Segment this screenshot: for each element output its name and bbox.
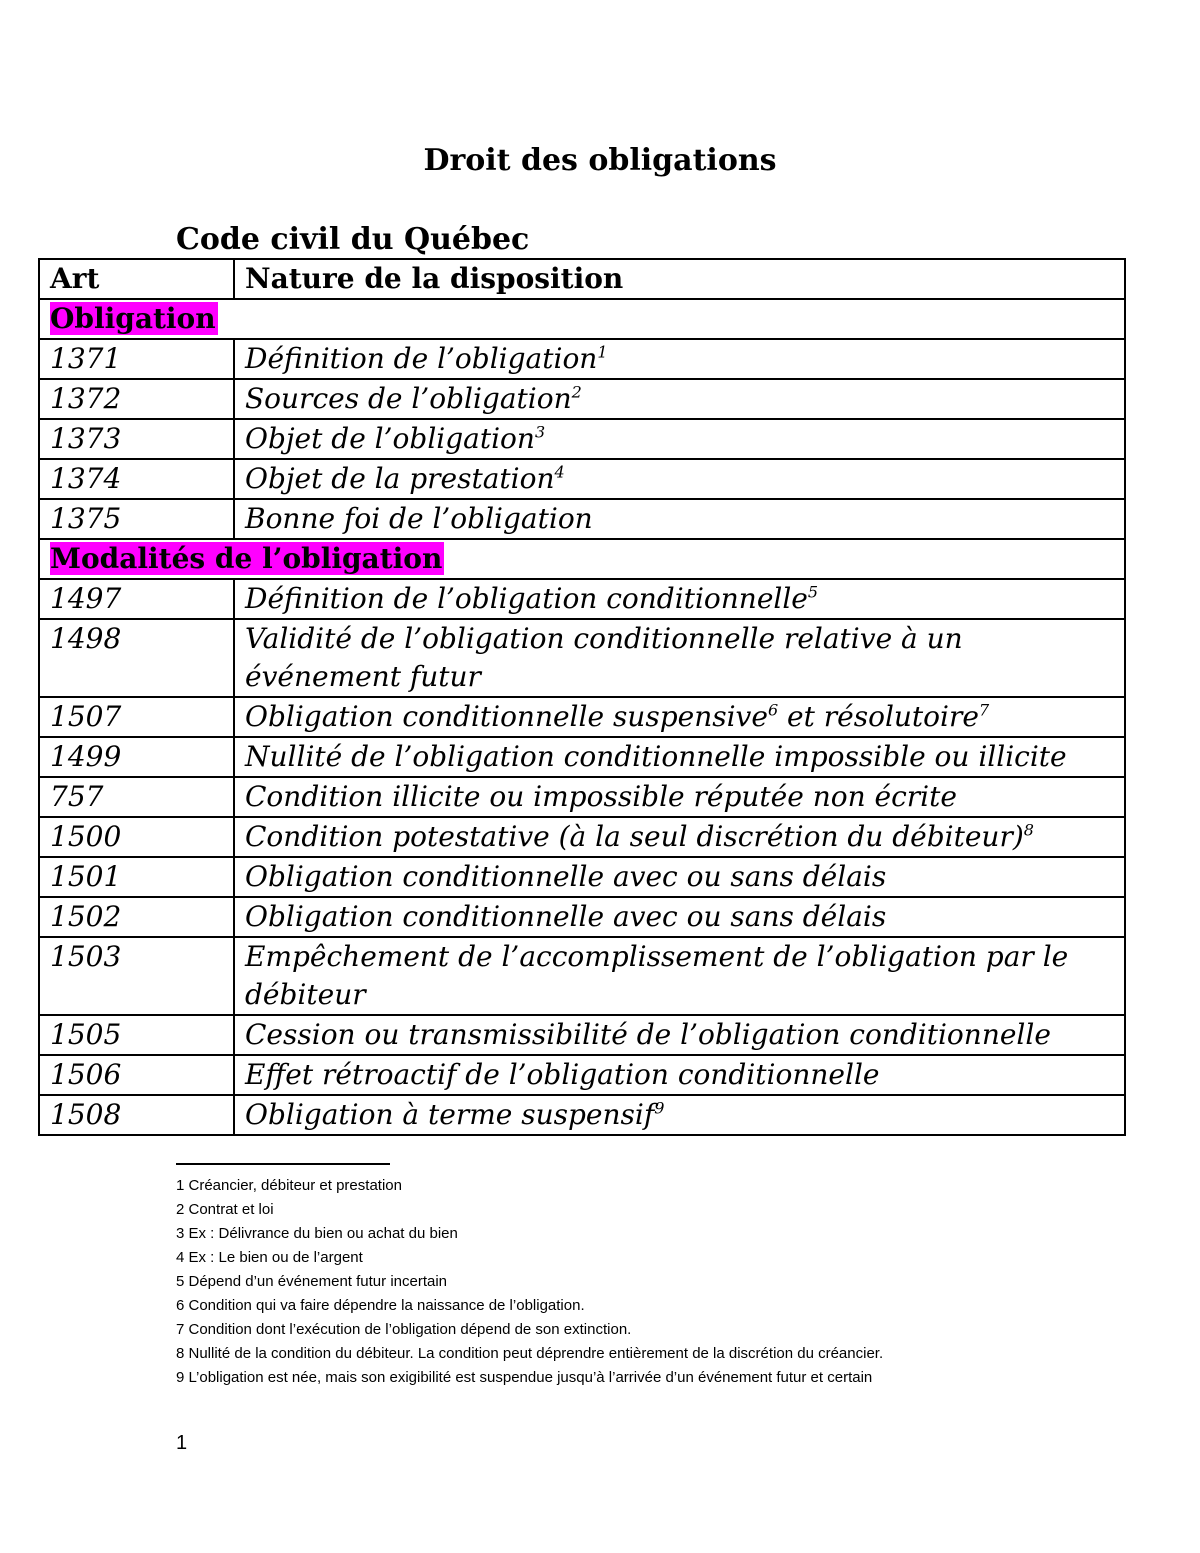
article-description bbox=[234, 419, 1125, 459]
article-description bbox=[234, 737, 1125, 777]
description-text: Condition potestative (à la seul discrétion du débiteur) bbox=[245, 820, 1024, 853]
footnotes bbox=[176, 1174, 1036, 1390]
article-number: 1497 bbox=[39, 579, 234, 619]
article-description bbox=[234, 697, 1125, 737]
footnote-item: 9 L’obligation est née, mais son exigibilité est suspendue jusqu’à l’arrivée d’un événement futur et certain bbox=[176, 1369, 873, 1386]
footnote-ref[interactable]: 4 bbox=[554, 462, 565, 482]
description-text: Empêchement de l’accomplissement de l’obligation par le débiteur bbox=[245, 940, 1069, 1011]
footnote-ref[interactable]: 2 bbox=[571, 382, 582, 402]
description-text: Définition de l’obligation bbox=[245, 342, 598, 375]
article-description bbox=[234, 777, 1125, 817]
article-number: 1500 bbox=[39, 817, 234, 857]
document-subtitle: Code civil du Québec bbox=[176, 222, 530, 257]
description-text: Obligation conditionnelle avec ou sans délais bbox=[245, 900, 887, 933]
table-row bbox=[39, 897, 1125, 937]
section-label: Obligation bbox=[50, 302, 216, 335]
article-description bbox=[234, 379, 1125, 419]
footnote-item: 2 Contrat et loi bbox=[176, 1201, 274, 1218]
table-body bbox=[39, 299, 1125, 1135]
footnote-ref[interactable]: 6 bbox=[767, 700, 779, 720]
article-description bbox=[234, 897, 1125, 937]
section-label: Modalités de l’obligation bbox=[50, 542, 443, 575]
article-number: 1503 bbox=[39, 937, 234, 1015]
article-number: 1373 bbox=[39, 419, 234, 459]
table-row bbox=[39, 857, 1125, 897]
table-row bbox=[39, 339, 1125, 379]
description-text: Validité de l’obligation conditionnelle relative à un événement futur bbox=[245, 622, 963, 693]
footnote-item: 5 Dépend d’un événement futur incertain bbox=[176, 1273, 448, 1290]
footnote-item: 1 Créancier, débiteur et prestation bbox=[176, 1177, 402, 1194]
table-header-row bbox=[39, 259, 1125, 299]
section-row bbox=[39, 539, 1125, 579]
table-row bbox=[39, 937, 1125, 1015]
article-description bbox=[234, 1095, 1125, 1135]
table-row bbox=[39, 697, 1125, 737]
article-description bbox=[234, 1015, 1125, 1055]
section-cell bbox=[39, 299, 1125, 339]
description-text: Définition de l’obligation conditionnelle bbox=[245, 582, 808, 615]
description-text: Effet rétroactif de l’obligation conditionnelle bbox=[245, 1058, 880, 1091]
article-number: 1508 bbox=[39, 1095, 234, 1135]
table-row bbox=[39, 1015, 1125, 1055]
article-number: 1506 bbox=[39, 1055, 234, 1095]
description-text: Obligation conditionnelle avec ou sans délais bbox=[245, 860, 887, 893]
article-description bbox=[234, 459, 1125, 499]
description-text: Objet de l’obligation bbox=[245, 422, 535, 455]
article-description bbox=[234, 857, 1125, 897]
header-art: Art bbox=[39, 259, 234, 299]
footnote-item: 8 Nullité de la condition du débiteur. La condition peut déprendre entièrement de la discrétion du créancier. bbox=[176, 1345, 884, 1362]
footnote-ref[interactable]: 3 bbox=[534, 422, 546, 442]
article-description bbox=[234, 817, 1125, 857]
footnote-separator bbox=[176, 1163, 390, 1165]
table-row bbox=[39, 459, 1125, 499]
article-description bbox=[234, 937, 1125, 1015]
table-row bbox=[39, 619, 1125, 697]
article-number: 1499 bbox=[39, 737, 234, 777]
article-description bbox=[234, 499, 1125, 539]
table-row bbox=[39, 777, 1125, 817]
article-number: 1375 bbox=[39, 499, 234, 539]
article-description bbox=[234, 339, 1125, 379]
footnote-item: 6 Condition qui va faire dépendre la naissance de l’obligation. bbox=[176, 1297, 585, 1314]
articles-table bbox=[38, 258, 1126, 1136]
description-text: Sources de l’obligation bbox=[245, 382, 572, 415]
table-row bbox=[39, 737, 1125, 777]
footnote-item: 3 Ex : Délivrance du bien ou achat du bien bbox=[176, 1225, 458, 1242]
article-number: 1498 bbox=[39, 619, 234, 697]
document-title: Droit des obligations bbox=[423, 143, 777, 178]
article-description bbox=[234, 579, 1125, 619]
footnote-ref[interactable]: 1 bbox=[597, 342, 608, 362]
table-row bbox=[39, 1095, 1125, 1135]
table-row bbox=[39, 579, 1125, 619]
footnote-item: 7 Condition dont l’exécution de l’obligation dépend de son extinction. bbox=[176, 1321, 632, 1338]
description-text-continued: et résolutoire bbox=[778, 700, 979, 733]
table-row bbox=[39, 1055, 1125, 1095]
footnote-ref[interactable]: 5 bbox=[807, 582, 819, 602]
header-nature: Nature de la disposition bbox=[234, 259, 1125, 299]
table-row bbox=[39, 499, 1125, 539]
footnote-ref[interactable]: 9 bbox=[654, 1098, 665, 1118]
article-number: 1371 bbox=[39, 339, 234, 379]
section-row bbox=[39, 299, 1125, 339]
article-description bbox=[234, 1055, 1125, 1095]
footnote-ref[interactable]: 7 bbox=[978, 700, 990, 720]
table-row bbox=[39, 817, 1125, 857]
description-text: Objet de la prestation bbox=[245, 462, 555, 495]
article-description bbox=[234, 619, 1125, 697]
footnote-ref[interactable]: 8 bbox=[1023, 820, 1034, 840]
description-text: Obligation conditionnelle suspensive bbox=[245, 700, 768, 733]
description-text: Nullité de l’obligation conditionnelle impossible ou illicite bbox=[245, 740, 1067, 773]
description-text: Bonne foi de l’obligation bbox=[245, 502, 593, 535]
article-number: 1505 bbox=[39, 1015, 234, 1055]
article-number: 1507 bbox=[39, 697, 234, 737]
description-text: Condition illicite ou impossible réputée non écrite bbox=[245, 780, 957, 813]
article-number: 757 bbox=[39, 777, 234, 817]
footnote-item: 4 Ex : Le bien ou de l’argent bbox=[176, 1249, 363, 1266]
table-row bbox=[39, 419, 1125, 459]
section-cell bbox=[39, 539, 1125, 579]
page-number: 1 bbox=[176, 1432, 188, 1454]
article-number: 1502 bbox=[39, 897, 234, 937]
description-text: Obligation à terme suspensif bbox=[245, 1098, 655, 1131]
description-text: Cession ou transmissibilité de l’obligation conditionnelle bbox=[245, 1018, 1051, 1051]
article-number: 1501 bbox=[39, 857, 234, 897]
article-number: 1372 bbox=[39, 379, 234, 419]
table-row bbox=[39, 379, 1125, 419]
article-number: 1374 bbox=[39, 459, 234, 499]
